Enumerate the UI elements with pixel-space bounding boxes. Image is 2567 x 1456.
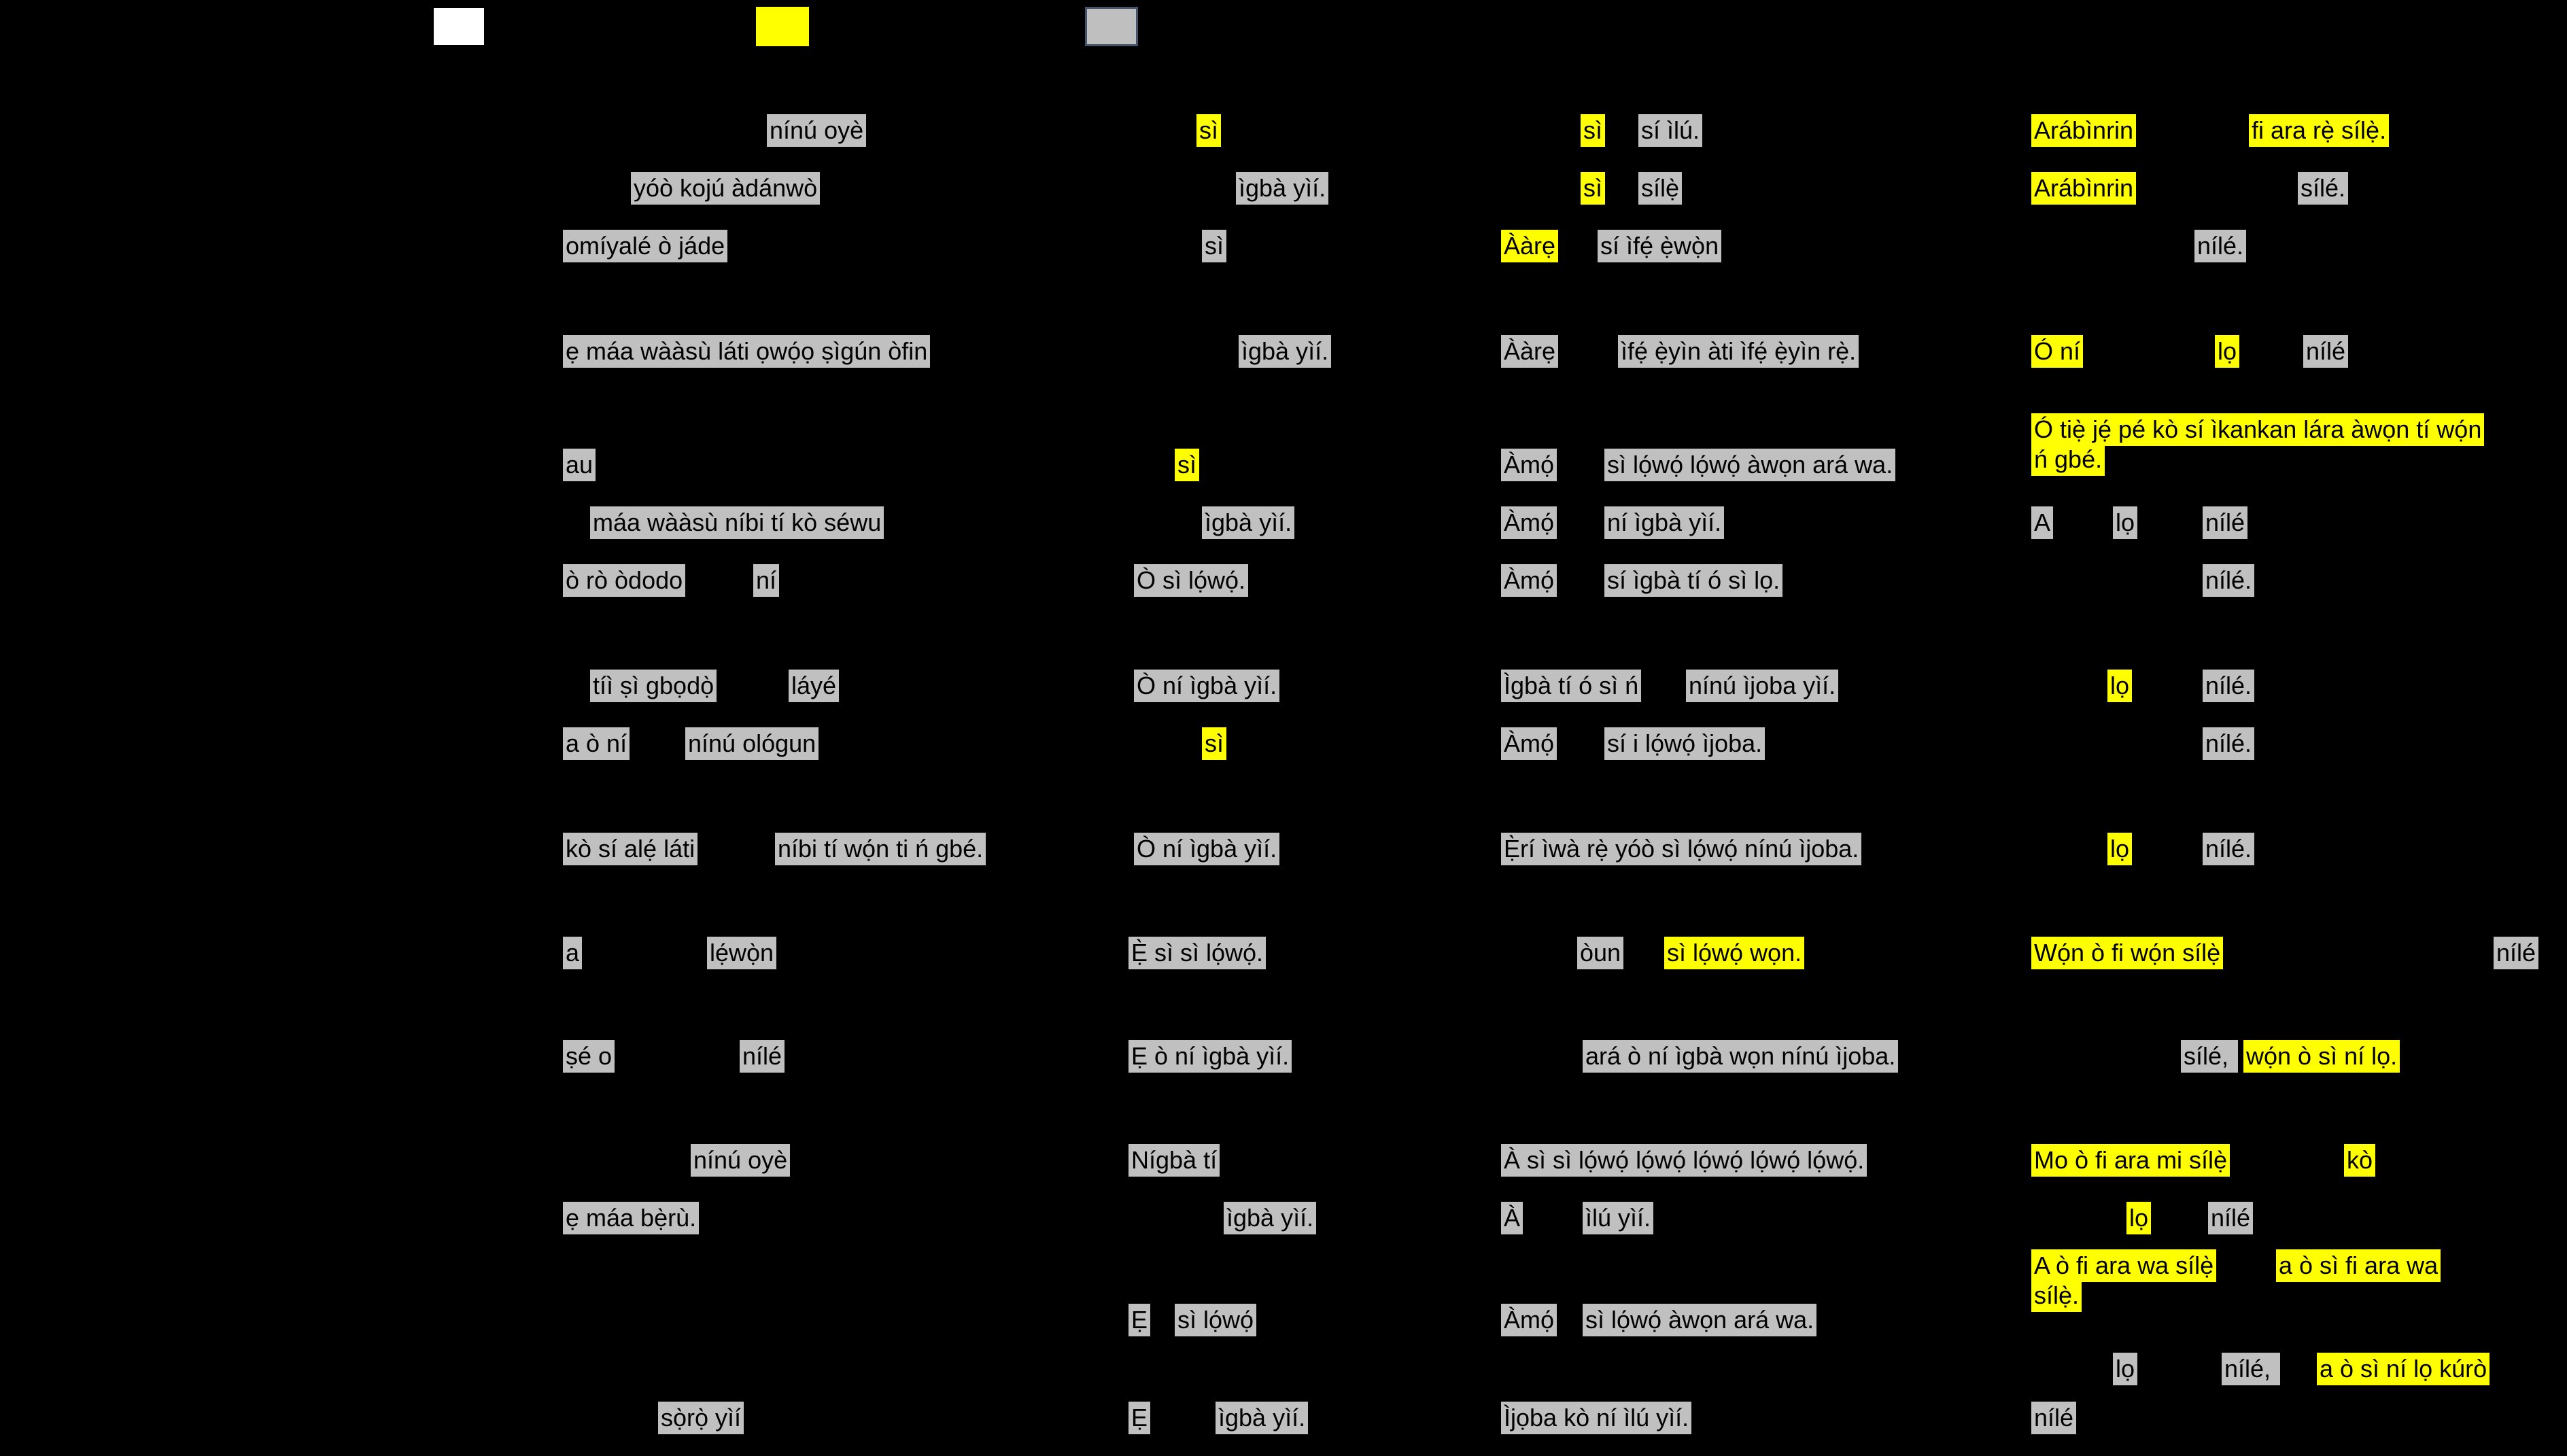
text-chunk: ní ìgbà yìí. bbox=[1604, 506, 1724, 539]
text-chunk: ìgbà yìí. bbox=[1202, 506, 1294, 539]
text-chunk: ará ò ní ìgbà wọn nínú ìjoba. bbox=[1583, 1040, 1898, 1073]
text-chunk: Àmọ́ bbox=[1501, 449, 1557, 481]
text-chunk: a bbox=[563, 937, 582, 969]
text-chunk: lọ bbox=[2215, 335, 2239, 368]
text-chunk: nínú oyè bbox=[691, 1144, 790, 1177]
text-chunk: lọ bbox=[2107, 833, 2132, 865]
text-chunk: Arábìnrin bbox=[2031, 114, 2136, 147]
text-chunk: yóò kojú àdánwò bbox=[631, 172, 820, 205]
text-chunk: a ò ní bbox=[563, 727, 630, 760]
text-chunk: sì lọ́wọ́ lọ́wọ́ àwọn ará wa. bbox=[1604, 449, 1895, 481]
text-chunk: sílẹ̀ bbox=[1638, 172, 1682, 205]
text-chunk: máa wààsù níbi tí kò séwu bbox=[590, 506, 884, 539]
text-chunk: Ẹ̀rí ìwà rẹ̀ yóò sì lọ́wọ́ nínú ìjoba. bbox=[1501, 833, 1861, 865]
text-chunk: a ò sì ní lọ kúrò bbox=[2317, 1353, 2490, 1385]
text-chunk: kò bbox=[2344, 1144, 2375, 1177]
text-chunk: fi ara rẹ̀ sílẹ̀. bbox=[2249, 114, 2389, 147]
text-chunk: níbi tí wọ́n ti ń gbé. bbox=[775, 833, 986, 865]
text-chunk: nínú ológun bbox=[685, 727, 819, 760]
text-chunk: Ẹ̀ sì sì lọ́wọ́. bbox=[1129, 937, 1266, 969]
text-chunk: sílẹ̀. bbox=[2031, 1279, 2082, 1312]
text-chunk: ìlú yìí. bbox=[1583, 1202, 1653, 1234]
text-chunk: a ò sì fi ara wa bbox=[2276, 1249, 2441, 1282]
text-chunk: sọ̀rọ̀ yìí bbox=[658, 1402, 744, 1434]
text-chunk: òun bbox=[1577, 937, 1623, 969]
text-chunk: nílé bbox=[2303, 335, 2348, 368]
text-chunk: Ò ní ìgbà yìí. bbox=[1134, 670, 1279, 702]
text-chunk: ìgbà yìí. bbox=[1224, 1202, 1316, 1234]
swatch-yellow bbox=[756, 7, 809, 46]
text-chunk: ń gbé. bbox=[2031, 443, 2105, 476]
text-chunk: sì lọ́wọ́ wọn. bbox=[1664, 937, 1804, 969]
text-chunk: ò rò òdodo bbox=[563, 564, 685, 597]
swatch-white bbox=[432, 7, 485, 46]
text-chunk: À bbox=[1501, 1202, 1523, 1234]
text-chunk: sí ìgbà tí ó sì lọ. bbox=[1604, 564, 1782, 597]
text-chunk: ẹ máa wààsù láti ọwọ́ọ ṣìgún òfin bbox=[563, 335, 930, 368]
text-chunk: ṣé o bbox=[563, 1040, 615, 1073]
text-chunk: Àmọ́ bbox=[1501, 727, 1557, 760]
text-chunk: sí ìfẹ́ ẹ̀wọ̀n bbox=[1598, 230, 1721, 262]
text-chunk: Àmọ́ bbox=[1501, 506, 1557, 539]
text-chunk: ìgbà yìí. bbox=[1216, 1402, 1308, 1434]
text-chunk: nílé bbox=[2494, 937, 2538, 969]
text-chunk: sì bbox=[1175, 449, 1199, 481]
text-chunk: sílé. bbox=[2298, 172, 2348, 205]
text-chunk: sì bbox=[1202, 727, 1226, 760]
text-chunk: Ò sì lọ́wọ́. bbox=[1134, 564, 1248, 597]
text-chunk: sì bbox=[1581, 114, 1605, 147]
text-chunk: Wọ́n ò fi wọ́n sílẹ̀ bbox=[2031, 937, 2223, 969]
text-chunk: Ó tiẹ̀ jẹ́ pé kò sí ìkankan lára àwọn tí wọ́n bbox=[2031, 413, 2484, 446]
text-chunk: lẹ́wọ̀n bbox=[707, 937, 776, 969]
text-chunk: nínú oyè bbox=[767, 114, 866, 147]
text-chunk: au bbox=[563, 449, 596, 481]
text-chunk: Ẹ bbox=[1129, 1304, 1150, 1336]
text-chunk: sì bbox=[1581, 172, 1605, 205]
text-chunk: Ìgbà tí ó sì ń bbox=[1501, 670, 1641, 702]
text-chunk: nílé, bbox=[2222, 1353, 2280, 1385]
text-chunk: nílé bbox=[2203, 506, 2247, 539]
text-chunk: sí i lọ́wọ́ ìjoba. bbox=[1604, 727, 1765, 760]
text-chunk: A bbox=[2031, 506, 2053, 539]
text-chunk: nílé. bbox=[2203, 670, 2254, 702]
swatch-gray bbox=[1085, 7, 1138, 46]
text-chunk: Ìjọba kò ní ìlú yìí. bbox=[1501, 1402, 1691, 1434]
text-chunk: nílé bbox=[2031, 1402, 2076, 1434]
text-chunk: lọ bbox=[2113, 506, 2137, 539]
text-chunk: sì bbox=[1196, 114, 1221, 147]
text-chunk: láyé bbox=[789, 670, 839, 702]
text-chunk: A ò fi ara wa sílẹ̀ bbox=[2031, 1249, 2216, 1282]
text-chunk: Ẹ bbox=[1129, 1402, 1150, 1434]
text-chunk: lọ bbox=[2126, 1202, 2151, 1234]
text-chunk: ẹ máa bẹ̀rù. bbox=[563, 1202, 699, 1234]
text-chunk: sì lọ́wọ́ bbox=[1175, 1304, 1256, 1336]
text-chunk: nílé bbox=[740, 1040, 785, 1073]
text-chunk: sí ìlú. bbox=[1638, 114, 1702, 147]
text-chunk: nílé. bbox=[2203, 727, 2254, 760]
text-chunk: Ẹ ò ní ìgbà yìí. bbox=[1129, 1040, 1292, 1073]
text-chunk: nílé. bbox=[2194, 230, 2246, 262]
text-chunk: sì lọ́wọ́ àwọn ará wa. bbox=[1583, 1304, 1816, 1336]
text-chunk: sì bbox=[1202, 230, 1226, 262]
text-chunk: sílé, bbox=[2181, 1040, 2238, 1073]
text-chunk: ìgbà yìí. bbox=[1236, 172, 1328, 205]
text-chunk: lọ bbox=[2113, 1353, 2137, 1385]
text-chunk: ní bbox=[753, 564, 779, 597]
text-chunk: Ààrẹ bbox=[1501, 335, 1558, 368]
text-chunk: ìfẹ́ ẹ̀yìn àti ìfẹ́ ẹ̀yìn rẹ̀. bbox=[1618, 335, 1859, 368]
text-chunk: omíyalé ò jáde bbox=[563, 230, 727, 262]
text-chunk: Àmọ́ bbox=[1501, 1304, 1557, 1336]
text-chunk: nílé. bbox=[2203, 833, 2254, 865]
text-chunk: Ò ní ìgbà yìí. bbox=[1134, 833, 1279, 865]
text-chunk: Àmọ́ bbox=[1501, 564, 1557, 597]
text-chunk: Arábìnrin bbox=[2031, 172, 2136, 205]
text-chunk: lọ bbox=[2107, 670, 2132, 702]
text-chunk: nílé bbox=[2208, 1202, 2253, 1234]
text-chunk: Nígbà tí bbox=[1129, 1144, 1220, 1177]
text-chunk: tíì ṣì gbọdọ̀ bbox=[590, 670, 717, 702]
text-chunk: nílé. bbox=[2203, 564, 2254, 597]
text-chunk: kò sí alẹ́ láti bbox=[563, 833, 697, 865]
text-chunk: À sì sì lọ́wọ́ lọ́wọ́ lọ́wọ́ lọ́wọ́ lọ́wọ́. bbox=[1501, 1144, 1867, 1177]
text-chunk: wọ́n ò sì ní lọ. bbox=[2243, 1040, 2400, 1073]
text-chunk: Mo ò fi ara mi sílẹ̀ bbox=[2031, 1144, 2230, 1177]
text-chunk: nínú ìjoba yìí. bbox=[1686, 670, 1838, 702]
text-chunk: Ó ní bbox=[2031, 335, 2083, 368]
text-chunk: Ààrẹ bbox=[1501, 230, 1558, 262]
text-chunk: ìgbà yìí. bbox=[1239, 335, 1331, 368]
